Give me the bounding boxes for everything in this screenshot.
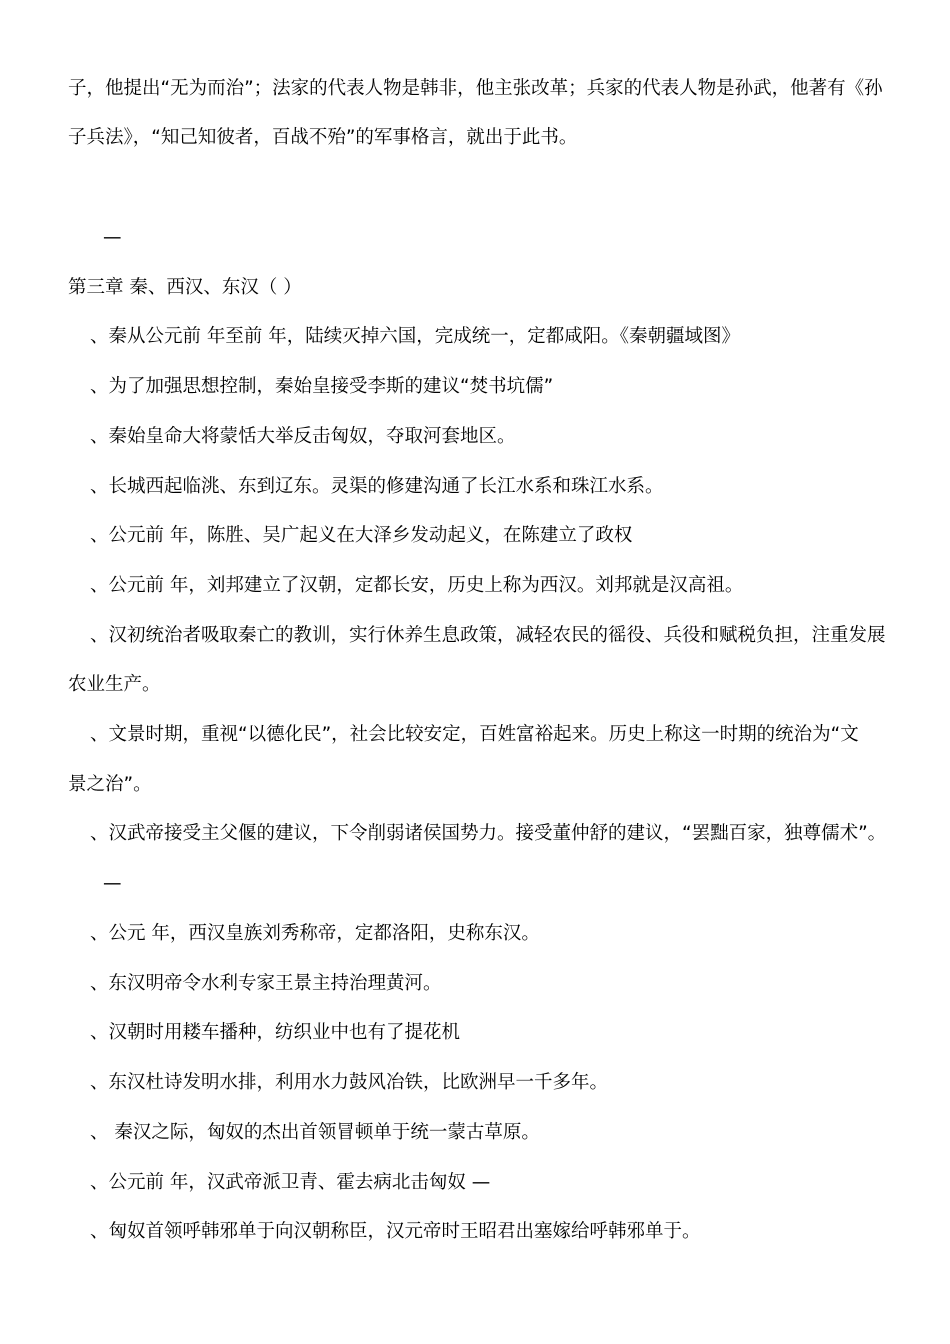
text-line: 子，他提出“无为而治”；法家的代表人物是韩非，他主张改革；兵家的代表人物是孙武，他著有《孙 <box>68 78 883 99</box>
dash-mark: — <box>103 227 122 248</box>
list-item: 、文景时期，重视“以德化民”，社会比较安定，百姓富裕起来。历史上称这一时期的统治为“文 <box>90 724 859 745</box>
list-item: 、长城西起临洮、东到辽东。灵渠的修建沟通了长江水系和珠江水系。 <box>90 476 664 497</box>
list-item: 、公元前 年，汉武帝派卫青、霍去病北击匈奴 — <box>90 1172 491 1193</box>
dash-mark: — <box>103 873 122 894</box>
list-item: 、汉武帝接受主父偃的建议，下令削弱诸侯国势力。接受董仲舒的建议，“罢黜百家，独尊儒术”。 <box>90 823 887 844</box>
chapter-title: 第三章 秦、西汉、东汉（ ） <box>68 277 302 298</box>
list-item: 、公元 年，西汉皇族刘秀称帝，定都洛阳，史称东汉。 <box>90 923 540 944</box>
list-item: 、公元前 年，刘邦建立了汉朝，定都长安，历史上称为西汉。刘邦就是汉高祖。 <box>90 575 744 596</box>
list-item: 、公元前 年，陈胜、吴广起义在大泽乡发动起义，在陈建立了政权 <box>90 525 633 546</box>
list-item: 、秦从公元前 年至前 年，陆续灭掉六国，完成统一，定都咸阳。《秦朝疆域图》 <box>90 326 741 347</box>
list-item: 、匈奴首领呼韩邪单于向汉朝称臣，汉元帝时王昭君出塞嫁给呼韩邪单于。 <box>90 1221 701 1242</box>
list-item: 、东汉明帝令水利专家王景主持治理黄河。 <box>90 973 442 994</box>
list-item: 、汉初统治者吸取秦亡的教训，实行休养生息政策，减轻农民的徭役、兵役和赋税负担，注重发展 <box>90 625 886 646</box>
list-item: 、东汉杜诗发明水排，利用水力鼓风冶铁，比欧洲早一千多年。 <box>90 1072 609 1093</box>
text-line: 子兵法》，“知己知彼者，百战不殆”的军事格言，就出于此书。 <box>68 127 578 148</box>
list-item-continuation: 农业生产。 <box>68 674 161 695</box>
list-item: 、汉朝时用耧车播种，纺织业中也有了提花机 <box>90 1022 461 1043</box>
list-item: 、为了加强思想控制，秦始皇接受李斯的建议“焚书坑儒” <box>90 376 554 397</box>
list-item-continuation: 景之治”。 <box>68 774 152 795</box>
list-item: 、秦始皇命大将蒙恬大举反击匈奴，夺取河套地区。 <box>90 426 516 447</box>
list-item: 、 秦汉之际，匈奴的杰出首领冒顿单于统一蒙古草原。 <box>90 1122 540 1143</box>
